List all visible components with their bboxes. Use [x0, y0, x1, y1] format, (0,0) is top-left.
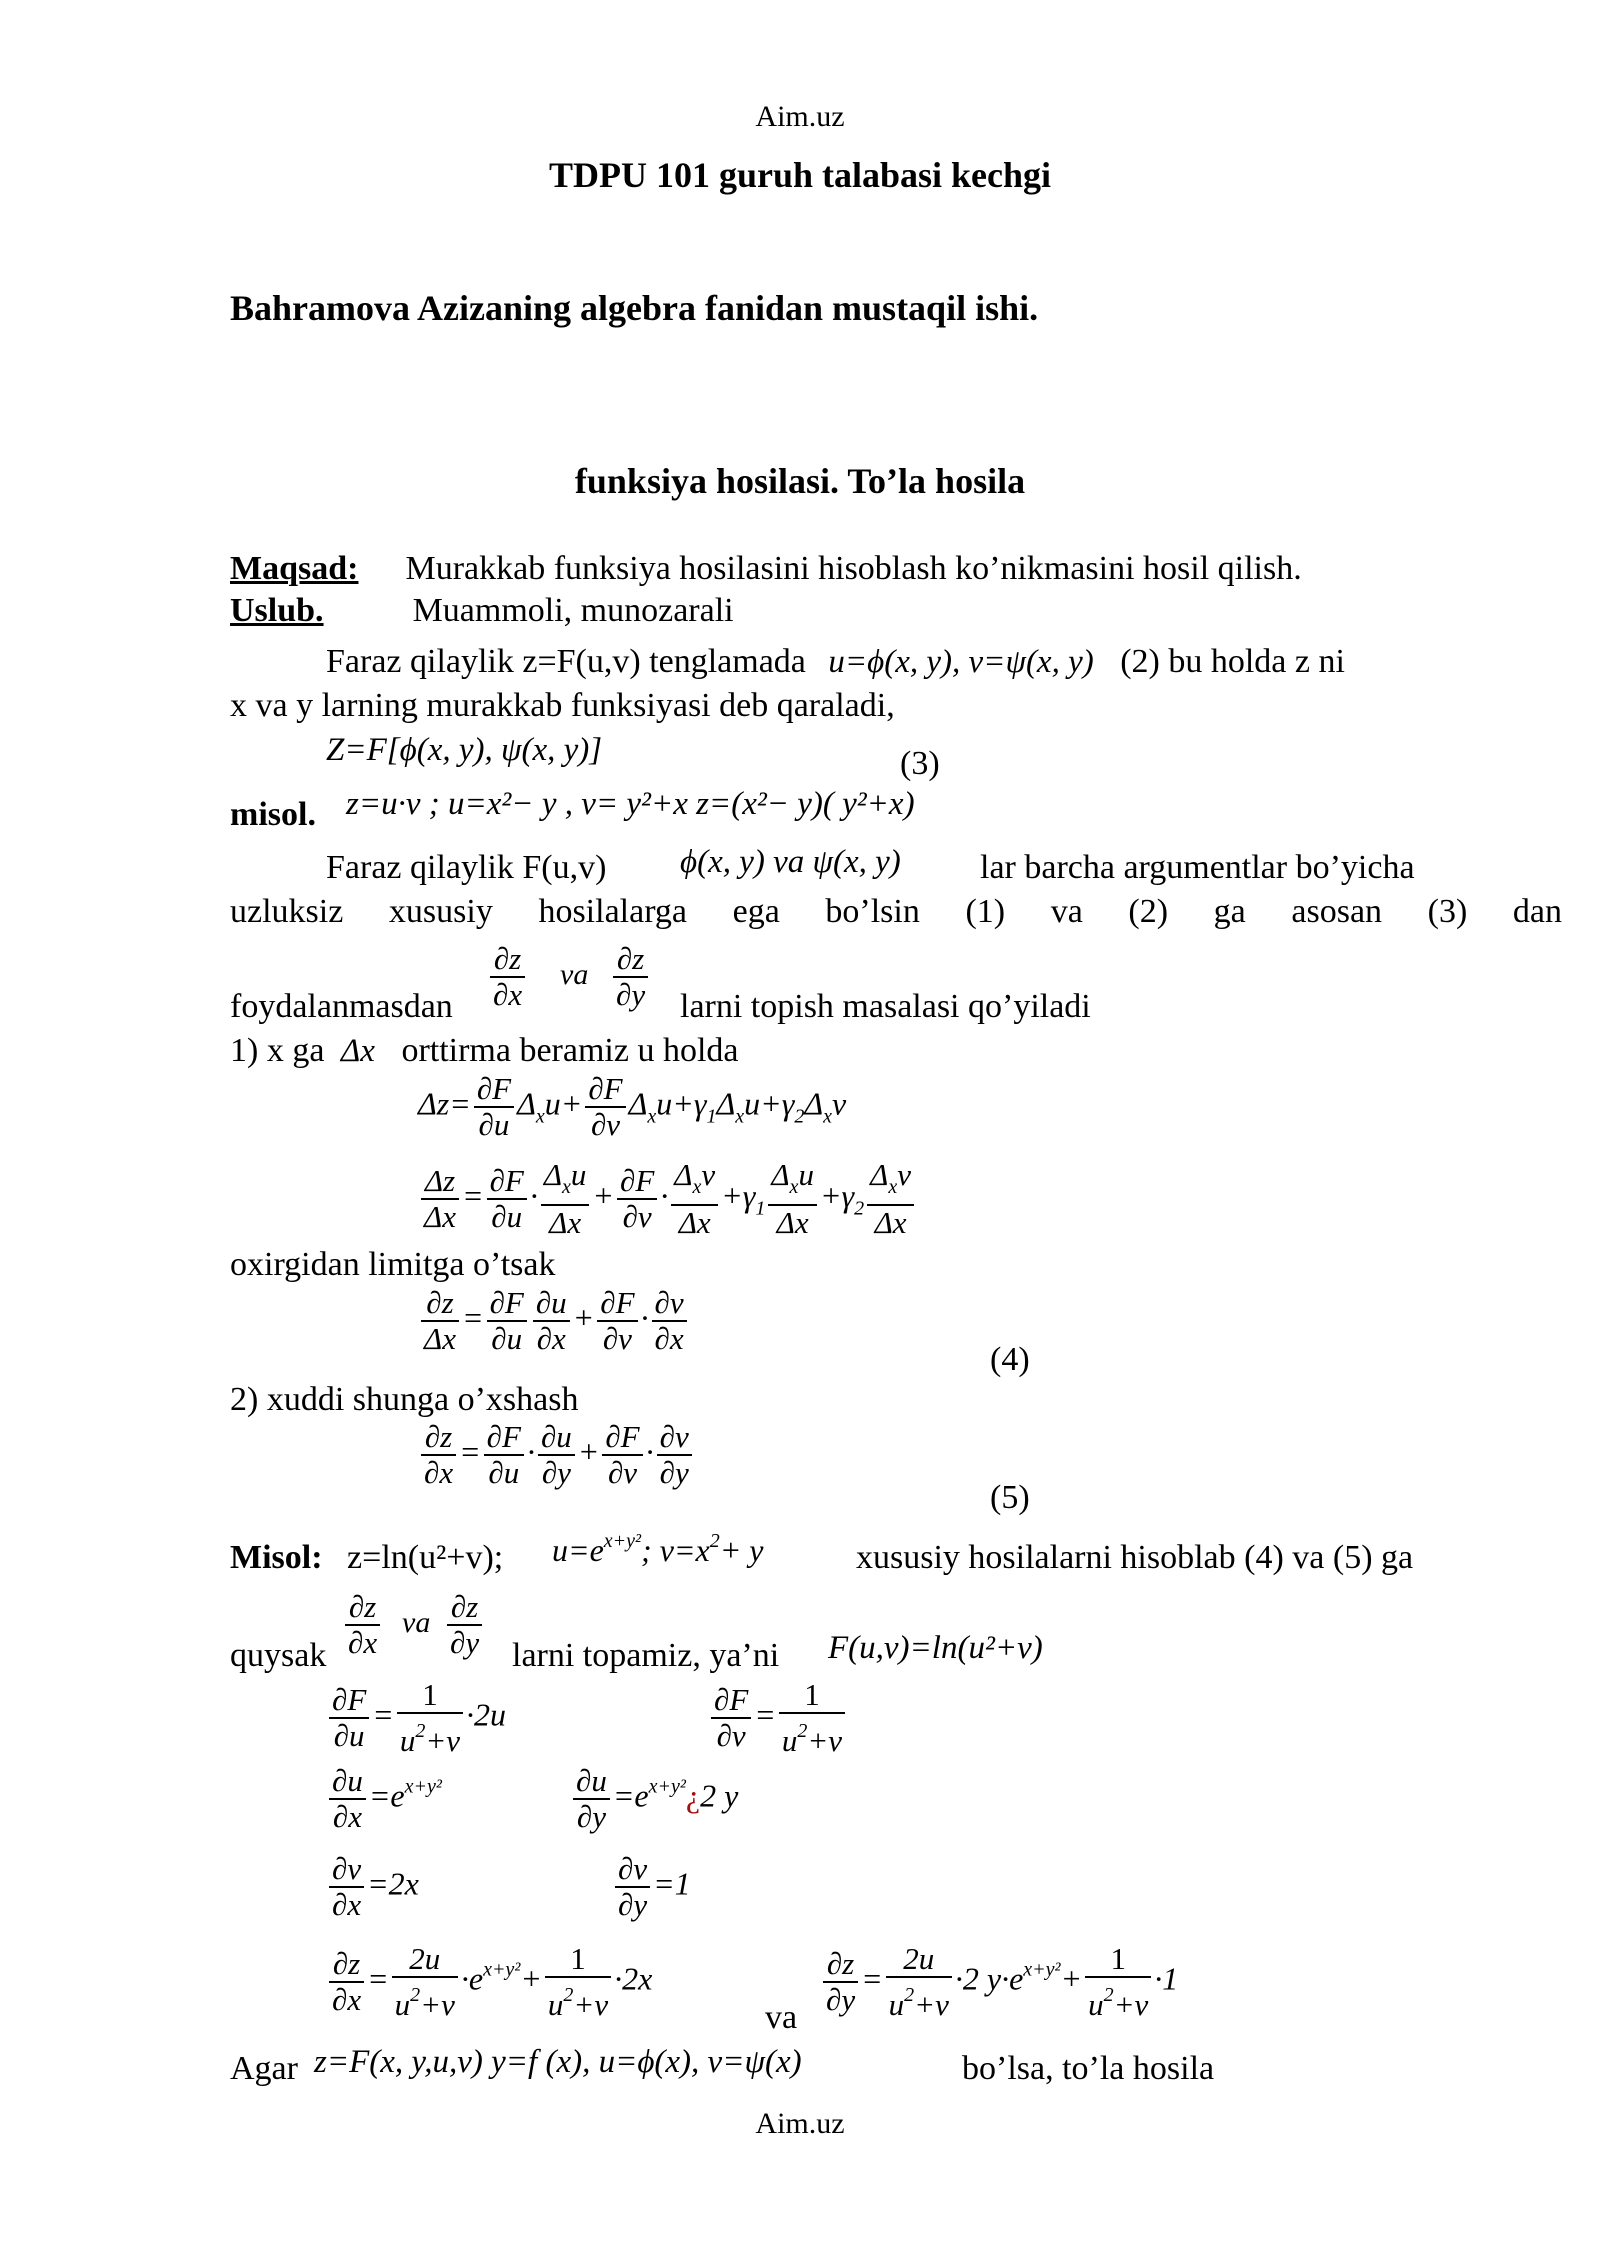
- maqsad-text: Murakkab funksiya hosilasini hisoblash ko’nikmasini hosil qilish.: [405, 550, 1302, 587]
- uslub-label: Uslub.: [230, 592, 324, 629]
- quysak-va: va: [402, 1606, 431, 1639]
- eq3-formula: Z=F[ϕ(x, y), ψ(x, y)]: [326, 732, 603, 768]
- step1-text-b: orttirma beramiz u holda: [401, 1032, 739, 1069]
- p2-formula: ϕ(x, y) va ψ(x, y): [680, 844, 901, 880]
- result-va: va: [765, 1999, 798, 2036]
- misol2-text-b: xususiy hosilalarni hisoblab (4) va (5) ga: [856, 1539, 1414, 1576]
- agar-label: Agar: [230, 2050, 298, 2087]
- p2-text-b: lar barcha argumentlar bo’yicha: [980, 849, 1415, 886]
- eq5-number: (5): [990, 1479, 1030, 1516]
- result-dz-dx: $\frac{\partial z}{\partial x}$ = $\frac{2u}{u^2+v}$ $\cdot e^{x+y^2}+$ $\frac{1}{u^2+v}$ ·2x: [326, 1942, 652, 2022]
- header-site: Aim.uz: [755, 100, 845, 133]
- topic-title: funksiya hosilasi. To’la hosila: [574, 461, 1026, 501]
- quysak-formula: F(u,v)=ln(u²+v): [828, 1630, 1043, 1666]
- du-dy: $\frac{\partial u}{\partial y}$ $=e^{x+y^2}¿2$ y: [570, 1764, 738, 1834]
- eq4-number: (4): [990, 1341, 1030, 1378]
- dz-dy-fraction: $\frac{\partial z}{\partial y}$: [610, 942, 651, 1012]
- misol2-formula: $u=e^{x+y^2}$; $v=x^2+ y$: [552, 1530, 764, 1568]
- agar-text-b: bo’lsa, to’la hosila: [962, 2050, 1215, 2087]
- p1-line2: x va y larning murakkab funksiyasi deb qaraladi,: [230, 687, 895, 724]
- quysak-dz-dx: $\frac{\partial z}{\partial x}$: [342, 1590, 383, 1660]
- step1-line: [230, 1031, 738, 1071]
- misol2-text-a: z=ln(u²+v);: [347, 1539, 504, 1576]
- p2-line1: [326, 848, 606, 888]
- quysak-text-b: larni topamiz, ya’ni: [512, 1637, 780, 1674]
- agar-formula: z=F(x, y,u,v) y=f (x), u=ϕ(x), v=ψ(x): [314, 2044, 802, 2080]
- footer-site: Aim.uz: [755, 2107, 845, 2140]
- eq5-formula: $\frac{\partial z}{\partial x}$ = $\frac{\partial F}{\partial u}$ · $\frac{\partial u}{\partial y}$ + $\frac{\partial F}{\partial v}$ · $\frac{\partial v}{\partial y}$: [418, 1420, 695, 1490]
- p1-line1: [326, 642, 1345, 682]
- quysak-text-a: quysak: [230, 1637, 327, 1674]
- misol2-label: Misol:: [230, 1539, 323, 1576]
- uslub-text: Muammoli, munozarali: [412, 592, 734, 629]
- uslub-line: [230, 591, 734, 631]
- misol1-formula: z=u·v ; u=x²− y , v= y²+x z=(x²− y)( y²+x): [346, 786, 915, 822]
- p1-formula: u=ϕ(x, y), v=ψ(x, y): [828, 644, 1094, 680]
- eq4-formula: $\frac{\partial z}{\Delta x}$ = $\frac{\partial F}{\partial u}$ $\frac{\partial u}{\partial x}$ + $\frac{\partial F}{\partial v}$ · $\frac{\partial v}{\partial x}$: [418, 1286, 690, 1356]
- misol1-label: misol.: [230, 796, 316, 833]
- misol2-line: [230, 1538, 503, 1578]
- p1-text-b: (2) bu holda z ni: [1120, 643, 1345, 680]
- p2-text-e: larni topish masalasi qo’yiladi: [680, 988, 1091, 1025]
- du-dx: $\frac{\partial u}{\partial x}$ $=e^{x+y^2}$: [326, 1764, 442, 1834]
- dv-dy: $\frac{\partial v}{\partial y}$ =1: [612, 1852, 691, 1922]
- p2-line2: uzluksiz xususiy hosilalarga ega bo’lsin (1) va (2) ga asosan (3) dan: [230, 893, 1562, 930]
- title-group: TDPU 101 guruh talabasi kechgi: [548, 155, 1052, 195]
- dF-du: $\frac{\partial F}{\partial u}$ = $\frac{1}{u^2+v}$ ·2u: [326, 1678, 506, 1758]
- maqsad-line: [230, 549, 1302, 589]
- p2-va: va: [560, 958, 589, 991]
- p2-text-a: Faraz qilaylik F(u,v): [326, 849, 607, 886]
- dv-dx: $\frac{\partial v}{\partial x}$ =2x: [326, 1852, 419, 1922]
- result-dz-dy: $\frac{\partial z}{\partial y}$ = $\frac{2u}{u^2+v}$ ·2 $y\cdot e^{x+y^2}+$ $\frac{1}{u^2+v}$ ·1: [820, 1942, 1178, 2022]
- dz-dx-fraction: $\frac{\partial z}{\partial x}$: [487, 942, 528, 1012]
- dF-dv: $\frac{\partial F}{\partial v}$ = $\frac{1}{u^2+v}$: [708, 1678, 848, 1758]
- p1-text-a: Faraz qilaylik z=F(u,v) tenglamada: [326, 643, 806, 680]
- step1-delta: Δx: [340, 1033, 375, 1069]
- delta-z-equation: Δz= $\frac{\partial F}{\partial u}$ $\Delta_xu+$ $\frac{\partial F}{\partial v}$ $\Delta_xu+\gamma_1\Delta_xu+\gamma_2\Delta_xv$: [418, 1071, 847, 1142]
- maqsad-label: Maqsad:: [230, 550, 359, 587]
- p2-foyda: foydalanmasdan: [230, 988, 453, 1025]
- step2-text: 2) xuddi shunga o’xshash: [230, 1381, 579, 1418]
- step1-text-a: 1) x ga: [230, 1032, 325, 1069]
- eq3-number: (3): [900, 745, 940, 782]
- quysak-dz-dy: $\frac{\partial z}{\partial y}$: [444, 1590, 485, 1660]
- misol1-line: [230, 795, 316, 835]
- limit-text: oxirgidan limitga o’tsak: [230, 1246, 556, 1283]
- title-author: Bahramova Azizaning algebra fanidan mustaqil ishi.: [230, 288, 1039, 328]
- delta-z-over-delta-x-equation: $\frac{\Delta z}{\Delta x}$ = $\frac{\partial F}{\partial u}$ · $\frac{\Delta_xu}{\Delta x}$ + $\frac{\partial F}{\partial v}$ · $\frac{\Delta_xv}{\Delta x}$ $+\gamma_1$ $\frac{\Delta_xu}{\Delta x}$ $+\gamma_2$ $\frac{\Delta_xv}{\Delta x}$: [418, 1158, 917, 1240]
